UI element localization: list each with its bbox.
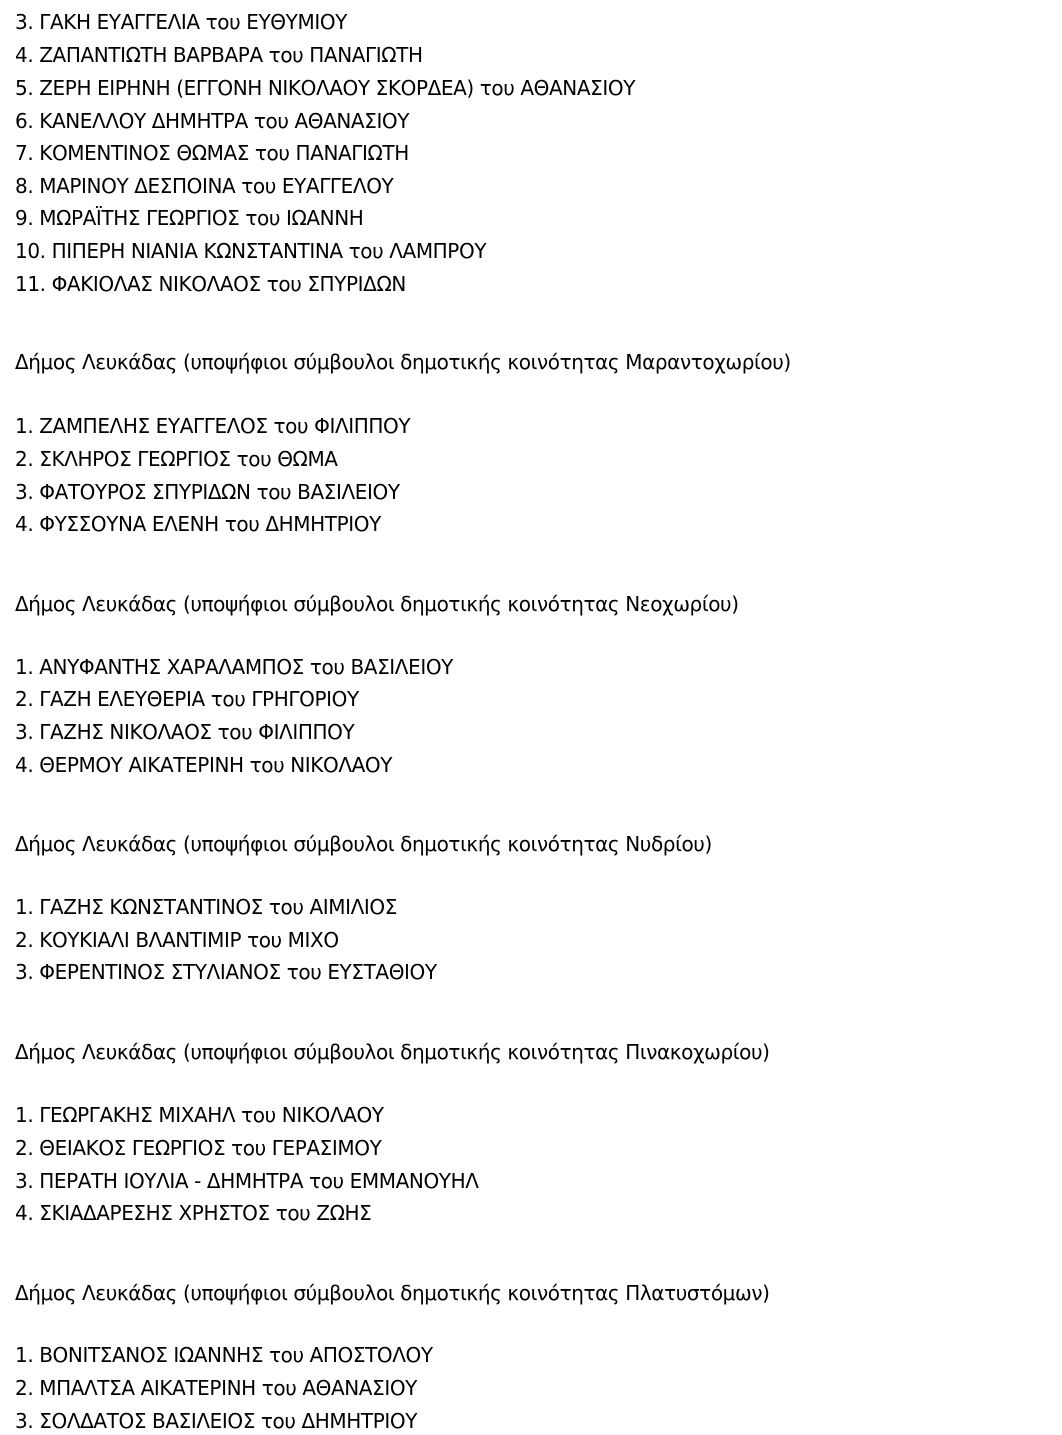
list-item: 3. ΠΕΡΑΤΗ ΙΟΥΛΙΑ - ΔΗΜΗΤΡΑ του ΕΜΜΑΝΟΥΗΛ: [15, 1169, 479, 1193]
list-item: 11. ΦΑΚΙΟΛΑΣ ΝΙΚΟΛΑΟΣ του ΣΠΥΡΙΔΩΝ: [15, 272, 406, 296]
section-heading: Δήμος Λευκάδας (υποψήφιοι σύμβουλοι δημοτικής κοινότητας Νυδρίου): [15, 832, 712, 856]
list-item: 1. ΓΕΩΡΓΑΚΗΣ ΜΙΧΑΗΛ του ΝΙΚΟΛΑΟΥ: [15, 1103, 384, 1127]
section-heading: Δήμος Λευκάδας (υποψήφιοι σύμβουλοι δημοτικής κοινότητας Μαραντοχωρίου): [15, 350, 791, 374]
list-item: 4. ΘΕΡΜΟΥ ΑΙΚΑΤΕΡΙΝΗ του ΝΙΚΟΛΑΟΥ: [15, 753, 393, 777]
list-item: 1. ΓΑΖΗΣ ΚΩΝΣΤΑΝΤΙΝΟΣ του ΑΙΜΙΛΙΟΣ: [15, 895, 397, 919]
section-heading: Δήμος Λευκάδας (υποψήφιοι σύμβουλοι δημοτικής κοινότητας Νεοχωρίου): [15, 592, 739, 616]
list-item: 4. ΦΥΣΣΟΥΝΑ ΕΛΕΝΗ του ΔΗΜΗΤΡΙΟΥ: [15, 512, 381, 536]
section-heading: Δήμος Λευκάδας (υποψήφιοι σύμβουλοι δημοτικής κοινότητας Πλατυστόμων): [15, 1281, 770, 1305]
list-item: 8. ΜΑΡΙΝΟΥ ΔΕΣΠΟΙΝΑ του ΕΥΑΓΓΕΛΟΥ: [15, 174, 394, 198]
list-item: 2. ΘΕΙΑΚΟΣ ΓΕΩΡΓΙΟΣ του ΓΕΡΑΣΙΜΟΥ: [15, 1136, 382, 1160]
list-item: 9. ΜΩΡΑΪΤΗΣ ΓΕΩΡΓΙΟΣ του ΙΩΑΝΝΗ: [15, 206, 364, 230]
list-item: 2. ΚΟΥΚΙΑΛΙ ΒΛΑΝΤΙΜΙΡ του ΜΙΧΟ: [15, 928, 339, 952]
list-item: 3. ΦΕΡΕΝΤΙΝΟΣ ΣΤΥΛΙΑΝΟΣ του ΕΥΣΤΑΘΙΟΥ: [15, 960, 437, 984]
list-item: 3. ΓΑΚΗ ΕΥΑΓΓΕΛΙΑ του ΕΥΘΥΜΙΟΥ: [15, 10, 347, 34]
list-item: 1. ΒΟΝΙΤΣΑΝΟΣ ΙΩΑΝΝΗΣ του ΑΠΟΣΤΟΛΟΥ: [15, 1343, 433, 1367]
list-item: 2. ΣΚΛΗΡΟΣ ΓΕΩΡΓΙΟΣ του ΘΩΜΑ: [15, 447, 338, 471]
list-item: 3. ΓΑΖΗΣ ΝΙΚΟΛΑΟΣ του ΦΙΛΙΠΠΟΥ: [15, 720, 355, 744]
list-item: 7. ΚΟΜΕΝΤΙΝΟΣ ΘΩΜΑΣ του ΠΑΝΑΓΙΩΤΗ: [15, 141, 409, 165]
list-item: 6. ΚΑΝΕΛΛΟΥ ΔΗΜΗΤΡΑ του ΑΘΑΝΑΣΙΟΥ: [15, 109, 410, 133]
list-item: 3. ΣΟΛΔΑΤΟΣ ΒΑΣΙΛΕΙΟΣ του ΔΗΜΗΤΡΙΟΥ: [15, 1409, 418, 1433]
list-item: 2. ΜΠΑΛΤΣΑ ΑΙΚΑΤΕΡΙΝΗ του ΑΘΑΝΑΣΙΟΥ: [15, 1376, 417, 1400]
section-heading: Δήμος Λευκάδας (υποψήφιοι σύμβουλοι δημοτικής κοινότητας Πινακοχωρίου): [15, 1040, 770, 1064]
list-item: 4. ΖΑΠΑΝΤΙΩΤΗ ΒΑΡΒΑΡΑ του ΠΑΝΑΓΙΩΤΗ: [15, 43, 423, 67]
list-item: 10. ΠΙΠΕΡΗ ΝΙΑΝΙΑ ΚΩΝΣΤΑΝΤΙΝΑ του ΛΑΜΠΡΟΥ: [15, 239, 487, 263]
list-item: 1. ΖΑΜΠΕΛΗΣ ΕΥΑΓΓΕΛΟΣ του ΦΙΛΙΠΠΟΥ: [15, 414, 411, 438]
list-item: 4. ΣΚΙΑΔΑΡΕΣΗΣ ΧΡΗΣΤΟΣ του ΖΩΗΣ: [15, 1201, 372, 1225]
list-item: 2. ΓΑΖΗ ΕΛΕΥΘΕΡΙΑ του ΓΡΗΓΟΡΙΟΥ: [15, 687, 359, 711]
list-item: 3. ΦΑΤΟΥΡΟΣ ΣΠΥΡΙΔΩΝ του ΒΑΣΙΛΕΙΟΥ: [15, 480, 400, 504]
list-item: 1. ΑΝΥΦΑΝΤΗΣ ΧΑΡΑΛΑΜΠΟΣ του ΒΑΣΙΛΕΙΟΥ: [15, 655, 453, 679]
list-item: 5. ΖΕΡΗ ΕΙΡΗΝΗ (ΕΓΓΟΝΗ ΝΙΚΟΛΑΟΥ ΣΚΟΡΔΕΑ) του ΑΘΑΝΑΣΙΟΥ: [15, 76, 636, 100]
